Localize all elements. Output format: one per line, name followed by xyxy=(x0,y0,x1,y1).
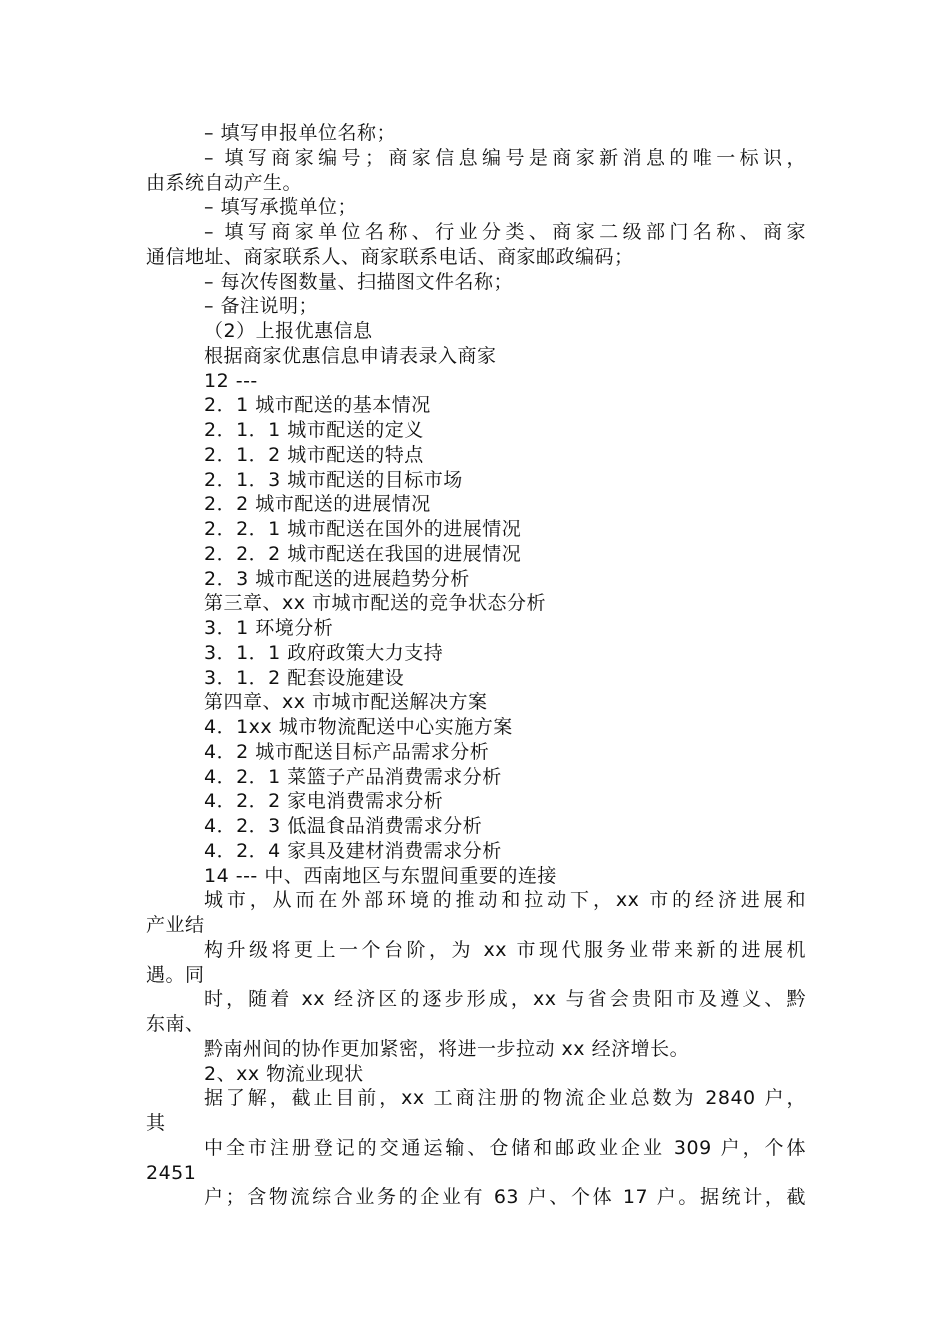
text-line: 2．2 城市配送的进展情况 xyxy=(204,493,431,516)
document-body xyxy=(146,121,806,1210)
text-line: – 每次传图数量、扫描图文件名称； xyxy=(204,270,514,293)
text-line: 4．2 城市配送目标产品需求分析 xyxy=(204,740,490,763)
text-line: 其 xyxy=(146,1112,166,1134)
text-line: 户；含物流综合业务的企业有 63 户、个体 17 户。据统计，截 xyxy=(204,1186,806,1209)
text-line: 14 --- 中、西南地区与东盟间重要的连接 xyxy=(204,864,557,887)
text-line: 东南、 xyxy=(146,1013,205,1035)
text-line: 2．1 城市配送的基本情况 xyxy=(204,394,431,417)
text-line: – 填写商家编号；商家信息编号是商家新消息的唯一标识， xyxy=(204,146,806,169)
text-line: 中全市注册登记的交通运输、仓储和邮政业企业 309 户，个体 xyxy=(204,1136,806,1159)
text-line: 2451 xyxy=(146,1161,197,1184)
text-line: 产业结 xyxy=(146,914,205,936)
text-line: （2）上报优惠信息 xyxy=(204,320,373,342)
text-line: 城市，从而在外部环境的推动和拉动下，xx 市的经济进展和 xyxy=(204,889,806,912)
text-line: – 填写申报单位名称； xyxy=(204,122,397,144)
text-line: 由系统自动产生。 xyxy=(146,171,303,194)
text-line: 3．1．2 配套设施建设 xyxy=(204,666,405,689)
text-line: 2．1．3 城市配送的目标市场 xyxy=(204,468,463,491)
text-line: 3．1 环境分析 xyxy=(204,617,334,639)
text-line: 通信地址、商家联系人、商家联系电话、商家邮政编码； xyxy=(146,245,634,268)
text-line: 第四章、xx 市城市配送解决方案 xyxy=(204,691,488,714)
text-line: 构升级将更上一个台阶，为 xx 市现代服务业带来新的进展机 xyxy=(204,938,806,961)
text-line: – 填写承揽单位； xyxy=(204,196,358,219)
text-line: 4．2．3 低温食品消费需求分析 xyxy=(204,815,483,837)
text-line: 4．2．2 家电消费需求分析 xyxy=(204,790,444,813)
text-line: 12 --- xyxy=(204,369,258,392)
text-line: 2．2．1 城市配送在国外的进展情况 xyxy=(204,518,522,540)
text-line: 2、xx 物流业现状 xyxy=(204,1062,364,1085)
text-line: 2．1．1 城市配送的定义 xyxy=(204,419,424,441)
text-line: 4．1xx 城市物流配送中心实施方案 xyxy=(204,716,513,738)
text-line: 3．1．1 政府政策大力支持 xyxy=(204,641,444,664)
text-line: 2．2．2 城市配送在我国的进展情况 xyxy=(204,542,522,565)
text-line: 4．2．4 家具及建材消费需求分析 xyxy=(204,839,502,862)
text-line: – 备注说明； xyxy=(204,295,319,318)
text-line: 根据商家优惠信息申请表录入商家 xyxy=(204,344,497,367)
text-line: 第三章、xx 市城市配送的竞争状态分析 xyxy=(204,592,547,615)
text-line: 2．3 城市配送的进展趋势分析 xyxy=(204,567,470,590)
text-line: 据了解，截止目前，xx 工商注册的物流企业总数为 2840 户， xyxy=(204,1087,806,1110)
text-line: – 填写商家单位名称、行业分类、商家二级部门名称、商家 xyxy=(204,221,806,243)
text-line: 2．1．2 城市配送的特点 xyxy=(204,443,424,466)
text-line: 4．2．1 菜篮子产品消费需求分析 xyxy=(204,765,502,788)
text-line: 时，随着 xx 经济区的逐步形成，xx 与省会贵阳市及遵义、黔 xyxy=(204,988,806,1011)
text-line: 黔南州间的协作更加紧密，将进一步拉动 xx 经济增长。 xyxy=(204,1037,690,1060)
text-line: 遇。同 xyxy=(146,963,205,986)
